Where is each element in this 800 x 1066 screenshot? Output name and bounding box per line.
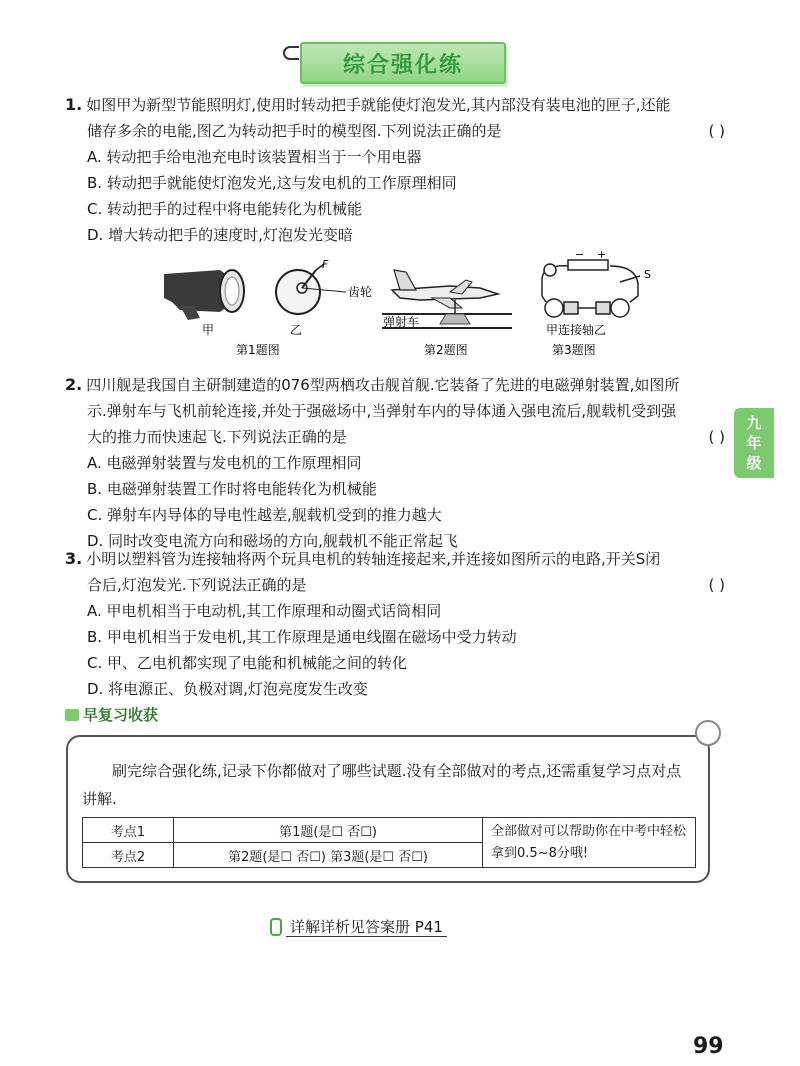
battery-plus: + (597, 248, 607, 261)
question-text: 大的推力而快速起飞.下列说法正确的是 (87, 428, 347, 446)
question-number: 1. (65, 95, 83, 114)
figures-row (150, 248, 651, 362)
grade-char: 年 (746, 434, 762, 452)
question-text: 如图甲为新型节能照明灯,使用时转动把手就能使灯泡发光,其内部没有装电池的匣子,还能 (86, 96, 671, 114)
kp-questions: 第1题(是☐ 否☐) (174, 818, 483, 843)
table-row (83, 818, 696, 843)
option-c: C. 弹射车内导体的导电性越差,舰载机受到的推力越大 (87, 506, 442, 524)
option-b: B. 转动把手就能使灯泡发光,这与发电机的工作原理相同 (87, 174, 457, 192)
answer-paren: ( ) (708, 122, 725, 140)
review-box (66, 735, 710, 883)
option-b: B. 甲电机相当于发电机,其工作原理是通电线圈在磁场中受力转动 (87, 628, 517, 646)
section-banner (300, 42, 506, 84)
kp-note: 全部做对可以帮助你在中考中轻松拿到0.5~8分哦! (483, 818, 696, 868)
review-heading (65, 704, 158, 725)
link-icon (270, 918, 282, 936)
answer-reference (286, 916, 447, 937)
cart-label: 弹射车 (383, 315, 420, 329)
question-number: 3. (65, 549, 83, 568)
fig3-caption: 第3题图 (552, 343, 596, 357)
answer-reference-text: 详解详析见答案册 P41 (286, 918, 447, 937)
option-d: D. 增大转动把手的速度时,灯泡发光变暗 (87, 226, 353, 244)
answer-paren: ( ) (708, 428, 725, 446)
battery-minus: − (575, 248, 585, 261)
figures-svg (150, 248, 651, 362)
circuit-illustration (542, 260, 640, 317)
book-icon (65, 709, 79, 721)
option-d: D. 将电源正、负极对调,灯泡亮度发生改变 (87, 680, 368, 698)
page-number: 99 (693, 1034, 724, 1059)
fig1-caption: 第1题图 (236, 343, 280, 357)
question-1 (65, 92, 735, 248)
grade-char: 九 (746, 414, 762, 432)
paperclip-icon (695, 720, 721, 746)
option-a: A. 甲电机相当于电动机,其工作原理和动圈式话筒相同 (87, 602, 442, 620)
fig1-label-jia: 甲 (202, 323, 215, 337)
answer-paren: ( ) (708, 576, 725, 594)
question-text: 小明以塑料管为连接轴将两个玩具电机的转轴连接起来,并连接如图所示的电路,开关S闭 (86, 550, 661, 568)
option-d: D. 同时改变电流方向和磁场的方向,舰载机不能正常起飞 (87, 532, 458, 550)
question-text: 合后,灯泡发光.下列说法正确的是 (87, 576, 307, 594)
section-title: 综合强化练 (342, 52, 463, 78)
fig3-label: 甲连接轴乙 (546, 323, 607, 337)
question-3 (65, 546, 735, 702)
option-c: C. 甲、乙电机都实现了电能和机械能之间的转化 (87, 654, 408, 672)
fig1-label-yi: 乙 (290, 323, 303, 337)
kp-questions: 第2题(是☐ 否☐) 第3题(是☐ 否☐) (174, 843, 483, 868)
lamp-illustration (164, 270, 244, 320)
question-number: 2. (65, 375, 83, 394)
question-text: 四川舰是我国自主研制建造的076型两栖攻击舰首舰.它装备了先进的电磁弹射装置,如图所 (86, 376, 680, 394)
option-b: B. 电磁弹射装置工作时将电能转化为机械能 (87, 480, 377, 498)
option-c: C. 转动把手的过程中将电能转化为机械能 (87, 200, 363, 218)
kp-label: 考点2 (83, 843, 174, 868)
question-text: 储存多余的电能,图乙为转动把手时的模型图.下列说法正确的是 (87, 122, 502, 140)
gear-crank-illustration (276, 264, 346, 314)
option-a: A. 转动把手给电池充电时该装置相当于一个用电器 (87, 148, 422, 166)
knowledge-point-table (82, 817, 696, 868)
grade-side-tab (734, 408, 774, 478)
review-title: 早复习收获 (83, 706, 159, 724)
grade-char: 级 (746, 454, 762, 472)
switch-label: S (644, 268, 651, 281)
hook-decoration (283, 46, 299, 60)
gear-label: 齿轮 (348, 285, 373, 299)
question-text: 示.弹射车与飞机前轮连接,并处于强磁场中,当弹射车内的导体通入强电流后,舰载机受到强 (87, 402, 677, 420)
review-text: 刷完综合强化练,记录下你都做对了哪些试题.没有全部做对的考点,还需重复学习点对点讲解. (82, 762, 682, 808)
question-2 (65, 372, 735, 554)
option-a: A. 电磁弹射装置与发电机的工作原理相同 (87, 454, 362, 472)
kp-label: 考点1 (83, 818, 174, 843)
fig2-caption: 第2题图 (424, 343, 468, 357)
force-label: F (322, 258, 329, 271)
